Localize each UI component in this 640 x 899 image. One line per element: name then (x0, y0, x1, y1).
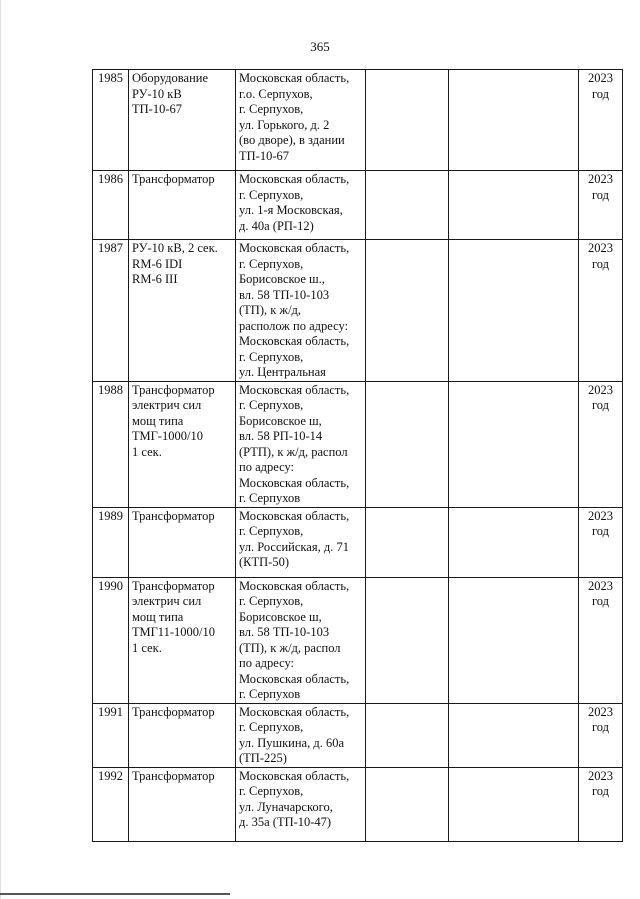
year-cell: 2023 год (579, 577, 623, 703)
object-address: Московская область, г.о. Серпухов, г. Серпухов, ул. Горького, д. 2 (во дворе), в здании ТП-10-67 (236, 70, 366, 171)
empty-cell (366, 70, 449, 171)
year-cell: 2023 год (579, 507, 623, 577)
empty-cell (449, 767, 579, 841)
year-cell: 2023 год (579, 240, 623, 382)
table-row (93, 381, 623, 507)
row-number: 1987 (93, 240, 129, 382)
row-number: 1990 (93, 577, 129, 703)
table-row (93, 507, 623, 577)
empty-cell (366, 767, 449, 841)
empty-cell (449, 577, 579, 703)
empty-cell (449, 703, 579, 767)
table-row (93, 240, 623, 382)
row-number: 1991 (93, 703, 129, 767)
object-address: Московская область, г. Серпухов, Борисовское ш., вл. 58 ТП-10-103 (ТП), к ж/д, раcполож по адресу: Московская область, г. Серпухов, ул. Центральная (236, 240, 366, 382)
year-cell: 2023 год (579, 171, 623, 240)
empty-cell (449, 381, 579, 507)
year-cell: 2023 год (579, 703, 623, 767)
empty-cell (449, 507, 579, 577)
object-address: Московская область, г. Серпухов, ул. Луначарского, д. 35а (ТП-10-47) (236, 767, 366, 841)
empty-cell (366, 381, 449, 507)
object-address: Московская область, г. Серпухов, ул. 1-я Московская, д. 40а (РП-12) (236, 171, 366, 240)
empty-cell (366, 703, 449, 767)
empty-cell (366, 577, 449, 703)
object-address: Московская область, г. Серпухов, ул. Пушкина, д. 60а (ТП-225) (236, 703, 366, 767)
row-number: 1992 (93, 767, 129, 841)
empty-cell (449, 171, 579, 240)
objects-table (92, 69, 623, 842)
object-name: Трансформатор электрич сил мощ типа ТМГ11-1000/10 1 сек. (129, 577, 236, 703)
object-name: Трансформатор (129, 171, 236, 240)
table-row (93, 171, 623, 240)
empty-cell (366, 171, 449, 240)
scan-edge-left (0, 0, 1, 899)
row-number: 1985 (93, 70, 129, 171)
empty-cell (449, 70, 579, 171)
table-row (93, 70, 623, 171)
empty-cell (366, 240, 449, 382)
row-number: 1986 (93, 171, 129, 240)
empty-cell (449, 240, 579, 382)
object-name: Трансформатор (129, 767, 236, 841)
year-cell: 2023 год (579, 381, 623, 507)
year-cell: 2023 год (579, 70, 623, 171)
table-row (93, 577, 623, 703)
object-name: Трансформатор электрич сил мощ типа ТМГ-1000/10 1 сек. (129, 381, 236, 507)
object-name: РУ-10 кВ, 2 сек. RM-6 IDI RM-6 III (129, 240, 236, 382)
row-number: 1989 (93, 507, 129, 577)
row-number: 1988 (93, 381, 129, 507)
object-address: Московская область, г. Серпухов, Борисовское ш, вл. 58 РП-10-14 (РТП), к ж/д, распол по адресу: Московская область, г. Серпухов (236, 381, 366, 507)
table-row (93, 767, 623, 841)
scan-edge-bottom (0, 893, 230, 895)
page-number: 365 (310, 39, 330, 54)
table-row (93, 703, 623, 767)
object-name: Трансформатор (129, 703, 236, 767)
object-name: Трансформатор (129, 507, 236, 577)
year-cell: 2023 год (579, 767, 623, 841)
object-name: Оборудование РУ-10 кВ ТП-10-67 (129, 70, 236, 171)
object-address: Московская область, г. Серпухов, ул. Российская, д. 71 (КТП-50) (236, 507, 366, 577)
empty-cell (366, 507, 449, 577)
object-address: Московская область, г. Серпухов, Борисовское ш, вл. 58 ТП-10-103 (ТП), к ж/д, распол по адресу: Московская область, г. Серпухов (236, 577, 366, 703)
